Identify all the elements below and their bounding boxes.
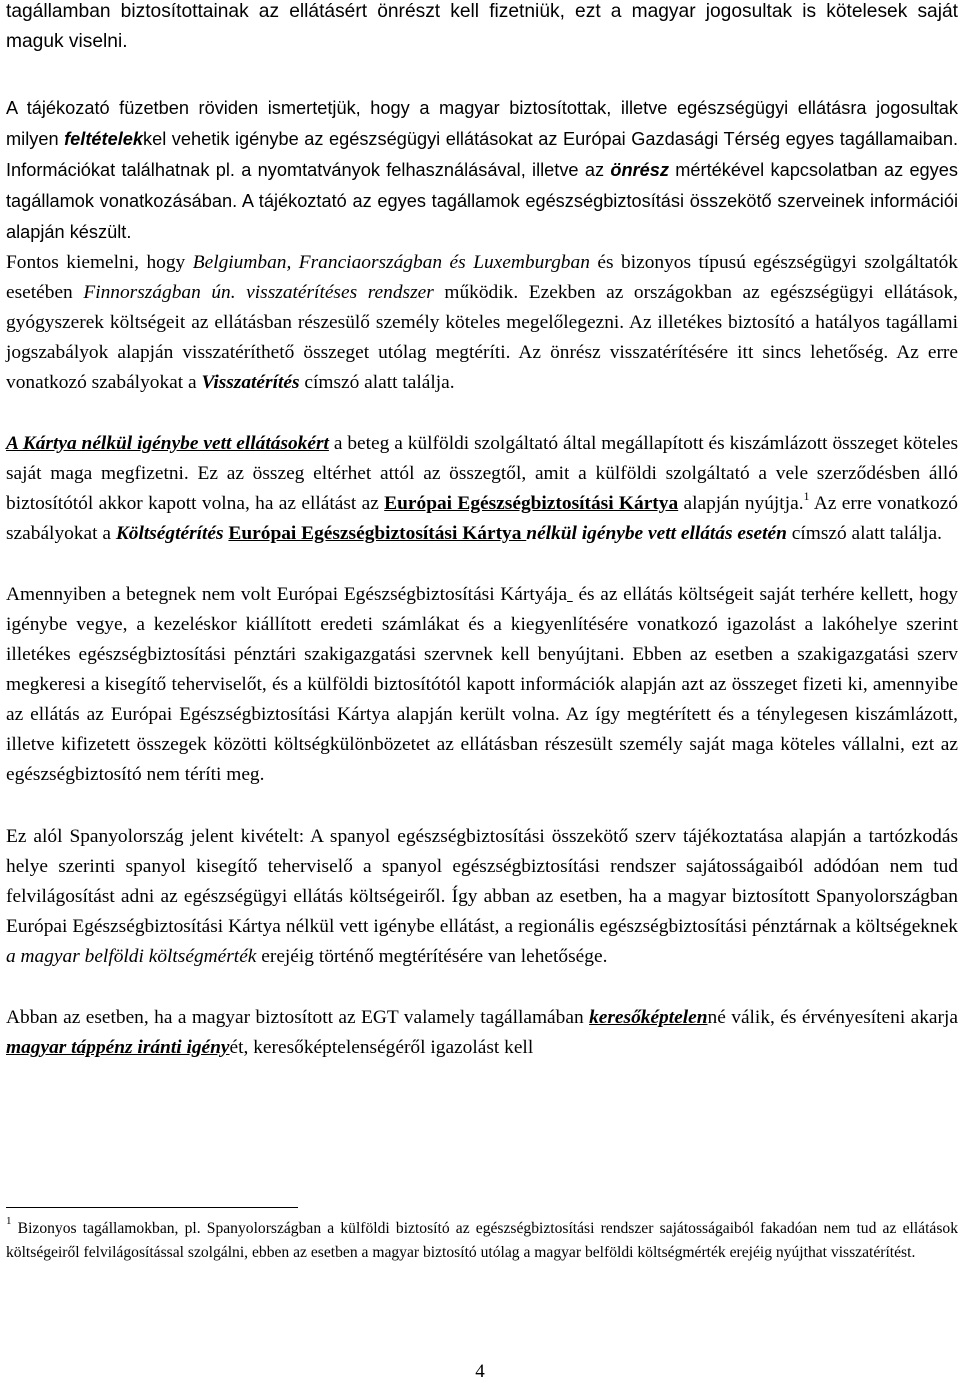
footnote xyxy=(6,1214,958,1265)
p5-text-a: Ez alól Spanyolország jelent kivételt: A spanyol egészségbiztosítási összekötő szerv tájékoztatása alapján a tartózkodás helye szerinti spanyol kisegítő teherviselő a spanyol egészségbiztosítási rendszer sajátosságaiból adódóan nem tud felvilágosítást adni az egészségügyi ellátás költségeiről. Így abban az esetben, ha a magyar biztosított Spanyolországban Európai Egészségbiztosítási Kártya nélkül vett igénybe ellátást, a regionális egészségbiztosítási pénztárnak a költségeknek xyxy=(6,826,958,937)
footnote-ref: 1 xyxy=(803,488,810,503)
p4-text-b: és az ellátás költségeit saját terhére kellett, hogy igénybe vegye, a kezeléskor kiállított eredeti számlákat és a kiegyenlítésére vonatkozó igazolást a lakóhelye szerint illetékes egészségbiztosítási pénztári szakigazgatási szervnek kell benyújtani. Ebben az esetben a szakigazgatási szerv megkeresi a kisegítő teherviselőt, és a külföldi biztosítótól kapott információk alapján azt az összeget fizeti ki, amennyibe az ellátás az Európai Egészségbiztosítási Kártya alapján került volna. Az így megtérített és a ténylegesen kiszámlázott, illetve kifizetett összegek közötti költségkülönbözetet az ellátásban részesült személy saját maga köteles vállalni, ezt az egészségbiztosító nem téríti meg. xyxy=(6,584,958,785)
footnote-separator xyxy=(6,1207,298,1208)
footnote-text: Bizonyos tagállamokban, pl. Spanyolországban a külföldi biztosító az egészségbiztosítási rendszer sajátosságaiból fakadóan nem tud az ellátások költségeiről felvilágosítással szolgálni, ebben az esetben a magyar biztosító utólag a magyar belföldi költségmérték erejéig nyújthat visszatérítést. xyxy=(6,1220,958,1261)
p6-text-a: Abban az esetben, ha a magyar biztosított az EGT valamely tagállamában xyxy=(6,1007,590,1028)
p2-term-feltetelek: feltételek xyxy=(64,129,143,149)
p5-belfoldi-koltsegmertek: a magyar belföldi költségmérték xyxy=(6,946,257,967)
p2-text-e: mértékével kapcsolatban az egyes tagállamok vonatkozásában. A tájékoztató az egyes tagállamok egészségbiztosítási összekötő szerveinek információi alapján készült. xyxy=(6,160,958,242)
p6-text-e: ét, keresőképtelenségéről igazolást kell xyxy=(229,1037,534,1058)
paragraph-gap xyxy=(6,972,958,1003)
p3-text-e: Az erre vonatkozó szabályokat a xyxy=(6,493,959,544)
p3-text-b: a beteg a külföldi szolgáltató által megállapított és kiszámlázott összeget köteles saját maga megfizetni. Ez az összeg eltérhet attól az összegtől, amit a külföldi szolgáltató a vele szerződésben álló biztosítótól akkor kapott volna, ha az ellátást az xyxy=(6,433,958,514)
paragraph-1 xyxy=(6,0,958,57)
paragraph-5 xyxy=(6,822,958,972)
p2-text-f: Fontos kiemelni, hogy xyxy=(6,252,193,273)
p6-text-c: né válik, és érvényesíteni akarja xyxy=(707,1007,958,1028)
p2-text-h: és bizonyos típusú egészségügyi szolgáltatók esetében xyxy=(6,252,958,303)
paragraph-1-text: tagállamban biztosítottainak az ellátásért önrészt kell fizetniük, ezt a magyar jogosultak is kötelesek saját maguk viselni. xyxy=(6,1,958,52)
p3-text-d: alapján nyújtja. xyxy=(678,493,804,514)
p2-text-j: működik. Ezekben az országokban az egészségügyi ellátások, gyógyszerek költségeit az ellátásban részesülő személy köteles megelőlegezni. Az illetékes biztosító a hatályos tagállami jogszabályok alapján visszatéríthető összeget utólag megtéríti. Az önrész visszatérítésére itt sincs lehetőség. Az erre vonatkozó szabályokat a xyxy=(6,282,959,393)
p6-term-tappenz: magyar táppénz iránti igény xyxy=(6,1037,230,1058)
p4-text-a: Amennyiben a betegnek nem volt Európai Egészségbiztosítási Kártyája xyxy=(6,584,568,605)
p3-heading-phrase: A Kártya nélkül igénybe vett ellátásokért xyxy=(6,433,329,454)
p3-card-name: Európai Egészségbiztosítási Kártya xyxy=(384,493,679,514)
footnote-marker: 1 xyxy=(6,1214,12,1227)
paragraph-gap xyxy=(6,549,958,580)
paragraph-6 xyxy=(6,1003,958,1063)
paragraph-4 xyxy=(6,580,958,790)
p6-term-keresokeptelen: keresőképtelen xyxy=(589,1007,708,1028)
p2-term-onresz: önrész xyxy=(610,160,669,180)
p3-card-name-2: Európai Egészségbiztosítási Kártya xyxy=(228,523,527,544)
document-page xyxy=(6,0,959,1261)
paragraph-gap xyxy=(6,398,958,428)
p2-text-a: A tájékozató füzetben röviden ismertetjük, hogy a magyar biztosítottak, illetve egészségügyi ellátásra jogosultak milyen xyxy=(6,98,958,149)
paragraph-gap xyxy=(6,790,958,822)
p5-text-c: erejéig történő megtérítésére van lehetősége. xyxy=(256,946,608,967)
page-number: 4 xyxy=(475,1361,485,1382)
p2-countries: Belgiumban, Franciaországban és Luxemburgban xyxy=(192,252,590,273)
p3-term-nelkul: nélkül igénybe vett ellátás esetén xyxy=(526,523,787,544)
p3-term-koltsegterites: Költségtérítés xyxy=(115,523,224,544)
paragraph-2 xyxy=(6,93,958,398)
p2-text-c: kel vehetik igénybe az egészségügyi ellátásokat az Európai Gazdasági Térség egyes tagállamaiban. Információkat találhatnak pl. a nyomtatványok felhasználásával, illetve az xyxy=(6,129,959,180)
paragraph-gap xyxy=(6,57,958,87)
p2-finland-system: Finnországban ún. visszatérítéses rendszer xyxy=(83,282,434,303)
paragraph-3 xyxy=(6,429,958,549)
p2-term-visszaterites: Visszatérítés xyxy=(201,372,300,393)
p3-text-j: címszó alatt találja. xyxy=(786,523,942,544)
p2-text-l: címszó alatt találja. xyxy=(299,372,455,393)
